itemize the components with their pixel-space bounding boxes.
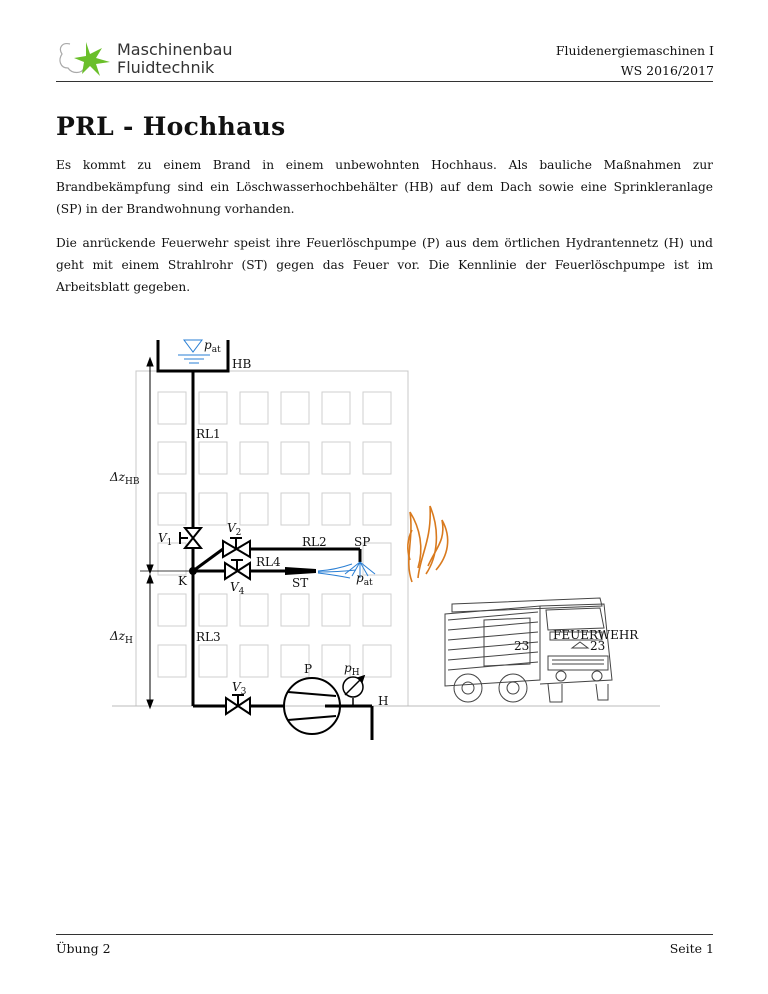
fire-truck-image [445,598,639,702]
label-h: H [378,694,389,708]
pressure-gauge-icon [343,676,364,706]
svg-text:FEUERWEHR: FEUERWEHR [553,628,639,642]
label-k: K [178,574,187,588]
label-ph: $p_H$ [344,661,360,678]
header-info [556,41,714,81]
paragraph-2: Die anrückende Feuerwehr speist ihre Feuerlöschpumpe (P) aus dem örtlichen Hydrantennetz (H) und geht mit einem Strahlrohr (ST) gegen das Feuer vor. Die Kennlinie der Feuerlöschpumpe ist im Arbeitsblatt gegeben. [56,236,713,294]
paragraph-1: Es kommt zu einem Brand in einem unbewohnten Hochhaus. Als bauliche Maßnahmen zur Brandbekämpfung sind ein Löschwasserhochbehälter (HB) auf dem Dach sowie eine Sprinkleranlage (SP) in der Brandwohnung vorhanden. [56,158,713,216]
label-v4: $V_4$ [230,580,245,597]
label-rl1: RL1 [196,427,221,441]
label-rl2: RL2 [302,535,327,549]
semester: WS 2016/2017 [620,63,714,78]
footer-page-number: Seite 1 [669,941,714,956]
label-dz-h: $\Delta z_H$ [110,629,133,646]
course-name: Fluidenergiemaschinen I [555,43,714,58]
logo-icon [56,38,116,78]
logo-line2: Fluidtechnik [117,58,215,77]
label-rl3: RL3 [196,630,221,644]
valve-v1-icon [180,528,201,548]
label-p-at-spray: $p_{at}$ [356,571,373,588]
header-rule [56,81,713,82]
page-title: PRL - Hochhaus [56,112,286,141]
label-sp: SP [354,535,371,549]
valve-v2-icon [223,538,250,557]
spray-jet-icon [318,564,356,578]
nozzle-st-icon [285,567,316,575]
footer-rule [56,934,713,935]
flame-icon [408,506,448,582]
junction-k [189,567,197,575]
valve-v4-icon [225,560,250,579]
label-dz-hb: $\Delta z_{HB}$ [110,470,140,487]
label-v2: $V_2$ [227,521,242,538]
label-v1: $V_1$ [158,531,173,548]
label-rl4: RL4 [256,555,281,569]
label-p: P [304,662,313,676]
truck-number-front: 23 [590,639,606,653]
logo-line1: Maschinenbau [117,40,233,59]
logo-text [117,41,233,77]
label-p-at-tank: $p_{at}$ [204,338,221,355]
label-st: ST [292,576,309,590]
truck-number-side: 23 [514,639,530,653]
label-v3: $V_3$ [232,680,247,697]
footer-exercise: Übung 2 [56,941,111,956]
label-hb: HB [232,357,252,371]
system-diagram [0,330,768,750]
valve-v3-icon [226,695,250,714]
